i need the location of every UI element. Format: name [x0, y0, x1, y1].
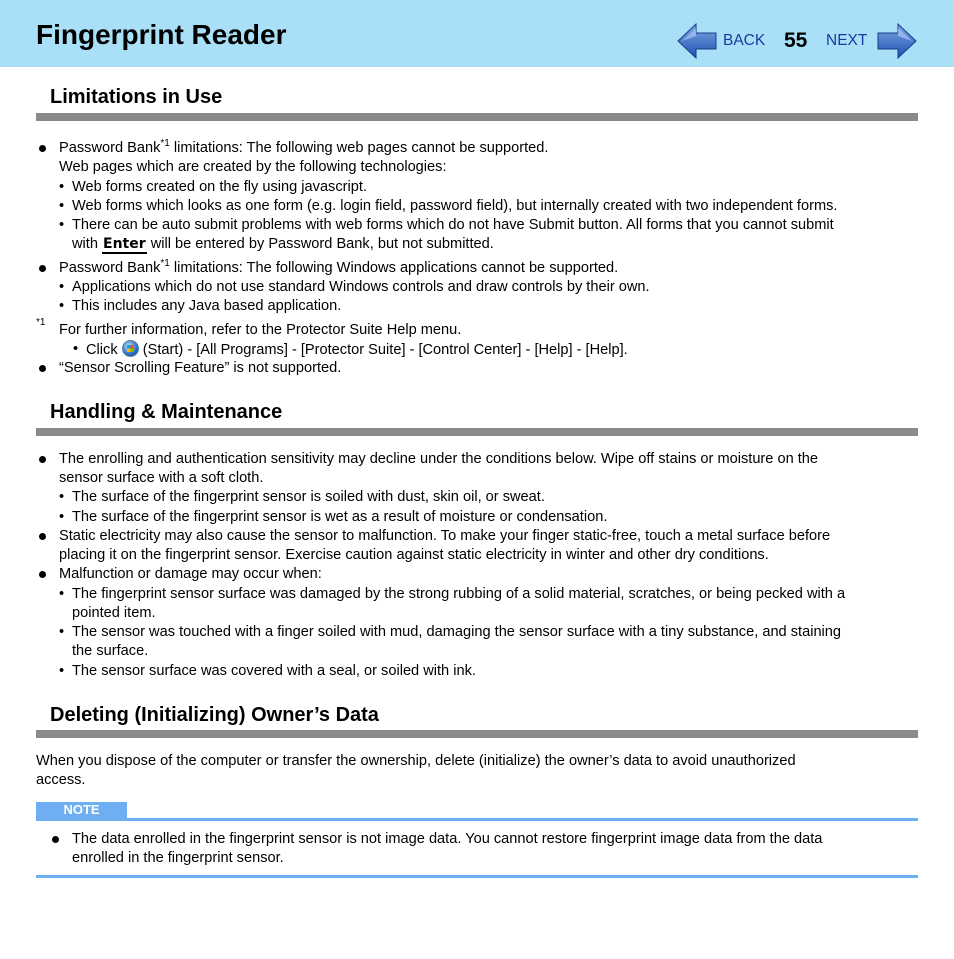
- note-top-rule: [36, 818, 918, 821]
- note-text: enrolled in the fingerprint sensor.: [72, 850, 284, 866]
- windows-start-icon: [122, 340, 139, 357]
- sub-list-item: The sensor was touched with a finger soiled with mud, damaging the sensor surface with a tiny substance, and staining: [72, 624, 842, 640]
- sub-list-item: Web forms created on the fly using javascript.: [72, 179, 367, 195]
- list-item: Static electricity may also cause the sensor to malfunction. To make your finger static-free, touch a metal surface before: [59, 528, 831, 544]
- list-item: Password Bank$^{*1}$ limitations: The following web pages cannot be supported.: [59, 138, 549, 156]
- note-label: NOTE: [36, 802, 127, 818]
- note-bottom-rule: [36, 875, 918, 878]
- body-text: When you dispose of the computer or transfer the ownership, delete (initialize) the owner’s data to avoid unauthorized: [36, 753, 796, 769]
- page-title: Fingerprint Reader: [36, 19, 287, 50]
- list-item-text: sensor surface with a soft cloth.: [59, 470, 264, 486]
- sub-list-item: There can be auto submit problems with web forms which do not have Submit button. All forms that you cannot submit: [72, 217, 834, 233]
- next-arrow-icon[interactable]: [876, 22, 918, 60]
- list-item: Password Bank$^{*1}$ limitations: The following Windows applications cannot be supported.: [59, 258, 619, 276]
- list-item: “Sensor Scrolling Feature” is not supported.: [59, 360, 342, 376]
- back-link[interactable]: BACK: [723, 32, 766, 49]
- section-divider: [36, 730, 918, 738]
- page-number: 55: [784, 29, 808, 52]
- sub-list-item: Applications which do not use standard Windows controls and draw controls by their own.: [72, 279, 650, 295]
- note-text: The data enrolled in the fingerprint sensor is not image data. You cannot restore fingerprint image data from the data: [72, 831, 823, 847]
- sub-list-item: Web forms which looks as one form (e.g. login field, password field), but internally created with two independent forms.: [72, 198, 838, 214]
- bullet-icon: [39, 365, 46, 372]
- section-heading-deleting: Deleting (Initializing) Owner’s Data: [50, 704, 379, 726]
- sub-list-item: The surface of the fingerprint sensor is wet as a result of moisture or condensation.: [72, 509, 608, 525]
- bullet-icon: [39, 265, 46, 272]
- list-item-text: Web pages which are created by the following technologies:: [59, 159, 447, 175]
- list-item: Malfunction or damage may occur when:: [59, 566, 322, 582]
- section-divider: [36, 113, 918, 121]
- footnote-text: For further information, refer to the Protector Suite Help menu.: [59, 322, 462, 338]
- sub-list-item: the surface.: [72, 643, 149, 659]
- sub-list-item: The sensor surface was covered with a seal, or soiled with ink.: [72, 663, 476, 679]
- list-item-text: placing it on the fingerprint sensor. Exercise caution against static electricity in winter and other dry conditions.: [59, 547, 769, 563]
- sub-list-item: with Enter will be entered by Password Bank, but not submitted.: [72, 236, 494, 252]
- enter-key-icon: Enter: [103, 236, 146, 252]
- back-arrow-icon[interactable]: [676, 22, 718, 60]
- sub-list-item: The fingerprint sensor surface was damaged by the strong rubbing of a solid material, scratches, or being pecked with a: [72, 586, 846, 602]
- footnote-mark: *1: [36, 317, 46, 328]
- bullet-icon: [39, 533, 46, 540]
- bullet-icon: [39, 145, 46, 152]
- header-bar: [0, 0, 954, 67]
- list-item: The enrolling and authentication sensitivity may decline under the conditions below. Wipe off stains or moisture on the: [59, 451, 819, 467]
- sub-list-item: The surface of the fingerprint sensor is soiled with dust, skin oil, or sweat.: [72, 489, 545, 505]
- next-link[interactable]: NEXT: [826, 32, 868, 49]
- sub-list-item: pointed item.: [72, 605, 156, 621]
- section-divider: [36, 428, 918, 436]
- section-heading-handling: Handling & Maintenance: [50, 401, 283, 423]
- bullet-icon: [39, 456, 46, 463]
- bullet-icon: [39, 571, 46, 578]
- bullet-icon: [52, 836, 59, 843]
- body-text: access.: [36, 772, 86, 788]
- sub-list-item: This includes any Java based application.: [72, 298, 342, 314]
- sub-list-item: Click (Start) - [All Programs] - [Protector Suite] - [Control Center] - [Help] - [Help].: [86, 342, 628, 358]
- section-heading-limitations: Limitations in Use: [50, 86, 223, 108]
